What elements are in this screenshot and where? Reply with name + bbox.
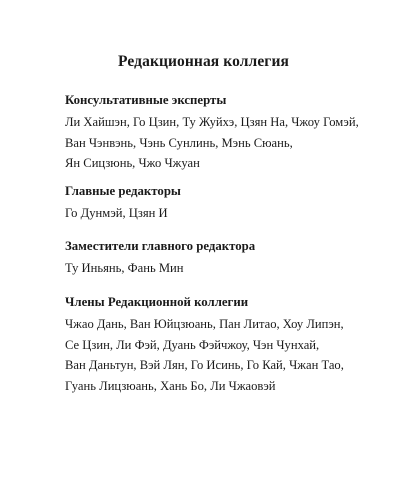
name-line: Го Дунмэй, Цзян И bbox=[65, 206, 168, 220]
name-line: Чжао Дань, Ван Юйцзюань, Пан Литао, Хоу Липэн, bbox=[65, 317, 344, 331]
section-heading: Консультативные эксперты bbox=[65, 93, 227, 107]
name-line: Ван Даньтун, Вэй Лян, Го Исинь, Го Кай, Чжан Тао, bbox=[65, 358, 344, 372]
name-line: Гуань Лицзюань, Хань Бо, Ли Чжаовэй bbox=[65, 378, 276, 393]
section-consulting-experts bbox=[65, 92, 395, 174]
name-line: Ян Сицзюнь, Чжо Чжуан bbox=[65, 156, 200, 170]
section-chief-editors bbox=[65, 183, 395, 224]
name-list bbox=[65, 112, 395, 174]
section-heading: Члены Редакционной коллегии bbox=[65, 295, 249, 309]
name-line: Се Цзин, Ли Фэй, Дуань Фэйчжоу, Чэн Чунхай, bbox=[65, 337, 320, 352]
name-list bbox=[65, 203, 395, 224]
name-line: Ван Чэнвэнь, Чэнь Сунлинь, Мэнь Сюань, bbox=[65, 135, 293, 150]
page-title: Редакционная коллегия bbox=[118, 53, 289, 70]
section-heading: Заместители главного редактора bbox=[65, 239, 256, 253]
name-list bbox=[65, 314, 395, 396]
section-heading: Главные редакторы bbox=[65, 184, 181, 198]
name-list bbox=[65, 258, 395, 279]
section-deputy-chief-editors bbox=[65, 238, 395, 279]
name-line: Ли Хайшэн, Го Цзин, Ту Жуйхэ, Цзян На, Чжоу Гомэй, bbox=[65, 115, 359, 129]
section-editorial-board-members bbox=[65, 294, 395, 396]
name-line: Ту Иньянь, Фань Мин bbox=[65, 261, 184, 275]
